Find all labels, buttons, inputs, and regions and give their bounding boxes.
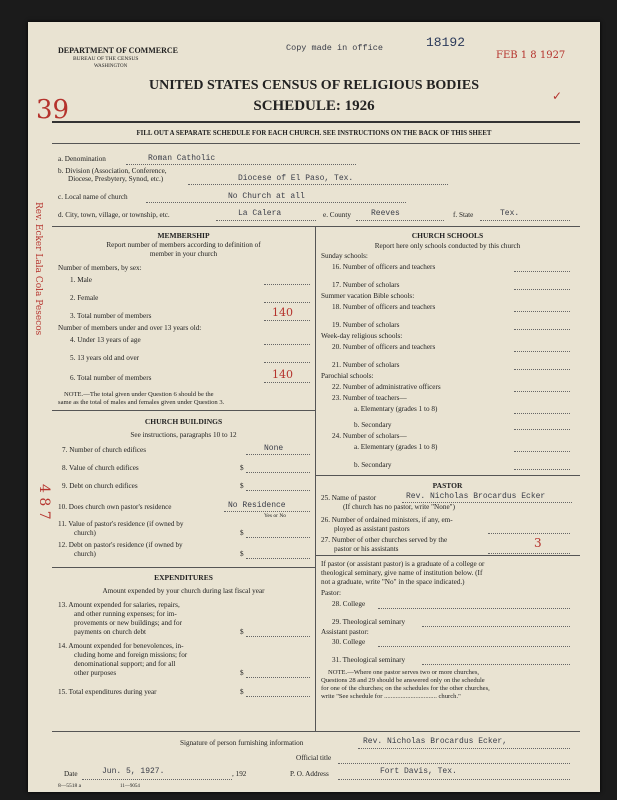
- side-number: 4 8 7: [36, 484, 52, 520]
- official-title-line: [338, 763, 570, 764]
- city-label-field: d. City, town, village, or township, etc.: [58, 211, 170, 219]
- membership-note-1: NOTE.—The total given under Question 6 should be the: [64, 391, 214, 398]
- q22-label: 22. Number of administrative officers: [332, 383, 441, 391]
- date-value: Jun. 5, 1927.: [102, 767, 165, 776]
- yes-no-hint: Yes or No: [264, 513, 287, 519]
- county-line: [356, 220, 444, 221]
- q11-label-1: 11. Value of pastor's residence (if owned by: [58, 520, 184, 528]
- date-year: , 192: [232, 770, 247, 778]
- batch-number: 39: [36, 95, 70, 125]
- q9-dollar: $: [240, 482, 244, 490]
- q4-label: 4. Under 13 years of age: [70, 336, 141, 344]
- membership-rule: [52, 410, 315, 411]
- membership-sub1: Report number of members according to definition of: [106, 241, 261, 249]
- q27-line: [488, 553, 570, 554]
- q19-label: 19. Number of scholars: [332, 321, 400, 329]
- q13-label-2: and other running expenses; for im-: [74, 610, 177, 618]
- city-value: La Calera: [238, 209, 282, 218]
- q14-label-2: cluding home and foreign missions; for: [74, 651, 188, 659]
- date-line: [82, 779, 232, 780]
- q19-line: [514, 329, 570, 330]
- city-line: [216, 220, 316, 221]
- q28-line: [378, 608, 570, 609]
- division-value: Diocese of El Paso, Tex.: [238, 174, 354, 183]
- buildings-rule: [52, 567, 315, 568]
- division-line: [188, 184, 448, 185]
- q29-line: [422, 626, 570, 627]
- q15-line: [246, 696, 310, 697]
- q14-dollar: $: [240, 669, 244, 677]
- po-address-line: [338, 779, 570, 780]
- weekday-label: Week-day religious schools:: [321, 332, 403, 340]
- by-sex-label: Number of members, by sex:: [58, 264, 142, 272]
- pastor-note-1: NOTE.—Where one pastor serves two or more churches,: [328, 669, 480, 676]
- q7-value: None: [264, 444, 284, 453]
- q20-label: 20. Number of officers and teachers: [332, 343, 436, 351]
- q31-label: 31. Theological seminary: [332, 656, 406, 664]
- instructions: FILL OUT A SEPARATE SCHEDULE FOR EACH CHURCH. SEE INSTRUCTIONS ON THE BACK OF THIS SHEET: [136, 130, 492, 137]
- age-label: Number of members under and over 13 years old:: [58, 324, 202, 332]
- state-line: [480, 220, 570, 221]
- q24a-label: a. Elementary (grades 1 to 8): [354, 443, 438, 451]
- q14-label-4: other purposes: [74, 669, 117, 677]
- q23a-line: [514, 413, 570, 414]
- division-label-2: Diocese, Presbytery, Synod, etc.): [68, 175, 164, 183]
- q22-line: [514, 391, 570, 392]
- q13-label-1: 13. Amount expended for salaries, repairs,: [58, 601, 180, 609]
- q27-label-2: pastor or his assistants: [334, 545, 399, 553]
- q27-value: 3: [534, 536, 542, 550]
- city-label: WASHINGTON: [94, 64, 128, 69]
- graduate-note-3: not a graduate, write "No" in the space indicated.): [321, 578, 465, 586]
- q8-line: [246, 472, 310, 473]
- schools-title: CHURCH SCHOOLS: [411, 231, 484, 240]
- q8-dollar: $: [240, 464, 244, 472]
- q23b-line: [514, 429, 570, 430]
- state-value: Tex.: [500, 209, 520, 218]
- q6-value: 140: [272, 368, 293, 381]
- q25-note: (If church has no pastor, write "None"): [343, 503, 455, 511]
- sunday-label: Sunday schools:: [321, 252, 368, 260]
- local-name-label: c. Local name of church: [58, 193, 128, 201]
- pastor-note-4: write "See schedule for ................................ church.": [321, 693, 461, 700]
- q16-label: 16. Number of officers and teachers: [332, 263, 436, 271]
- q12-dollar: $: [240, 550, 244, 558]
- q2-label: 2. Female: [70, 294, 99, 302]
- q14-label-3: denominational support; and for all: [74, 660, 176, 668]
- q21-line: [514, 369, 570, 370]
- q25-label: 25. Name of pastor: [321, 494, 377, 502]
- q13-dollar: $: [240, 628, 244, 636]
- q14-label-1: 14. Amount expended for benevolences, in-: [58, 642, 184, 650]
- membership-note-2: same as the total of males and females given under Question 3.: [58, 399, 225, 406]
- census-schedule-sheet: [28, 22, 600, 792]
- q6-label: 6. Total number of members: [70, 374, 152, 382]
- q10-label: 10. Does church own pastor's residence: [58, 503, 172, 511]
- q18-line: [514, 311, 570, 312]
- section-rule-top: [52, 226, 580, 227]
- graduate-note-1: If pastor (or assistant pastor) is a graduate of a college or: [321, 560, 485, 568]
- denomination-value: Roman Catholic: [148, 154, 216, 163]
- q17-label: 17. Number of scholars: [332, 281, 400, 289]
- expenditures-sub: Amount expended by your church during last fiscal year: [102, 587, 265, 595]
- po-address-value: Fort Davis, Tex.: [380, 767, 457, 776]
- q7-line: [246, 454, 310, 455]
- membership-sub2: member in your church: [149, 250, 218, 258]
- summer-label: Summer vacation Bible schools:: [321, 292, 415, 300]
- schools-rule: [315, 475, 580, 476]
- q9-line: [246, 490, 310, 491]
- parochial-label: Parochial schools:: [321, 372, 374, 380]
- q13-label-3: provements or new buildings; and for: [74, 619, 182, 627]
- check-mark: ✓: [552, 89, 563, 103]
- q20-line: [514, 351, 570, 352]
- date-label: Date: [64, 770, 78, 778]
- department-label: DEPARTMENT OF COMMERCE: [58, 46, 179, 55]
- official-title-label: Official title: [296, 754, 332, 762]
- membership-title: MEMBERSHIP: [157, 231, 210, 240]
- signature-value: Rev. Nicholas Brocardus Ecker,: [363, 737, 508, 746]
- q2-line: [264, 302, 310, 303]
- q7-label: 7. Number of church edifices: [62, 446, 147, 454]
- q8-label: 8. Value of church edifices: [62, 464, 139, 472]
- po-address-label: P. O. Address: [290, 770, 329, 778]
- q10-value: No Residence: [228, 501, 286, 510]
- local-name-line: [146, 202, 406, 203]
- expenditures-title: EXPENDITURES: [154, 573, 213, 582]
- q30-label: 30. College: [332, 638, 366, 646]
- q25-value: Rev. Nicholas Brocardus Ecker: [406, 492, 546, 501]
- copy-note: Copy made in office: [286, 43, 383, 53]
- q31-line: [422, 664, 570, 665]
- county-label: e. County: [323, 211, 351, 219]
- assistant-subhead: Assistant pastor:: [321, 628, 369, 636]
- q1-line: [264, 284, 310, 285]
- buildings-title: CHURCH BUILDINGS: [144, 417, 223, 426]
- q23-label: 23. Number of teachers—: [332, 394, 407, 402]
- q24b-label: b. Secondary: [354, 461, 392, 469]
- q28-label: 28. College: [332, 600, 366, 608]
- q4-line: [264, 344, 310, 345]
- q26-label-2: ployed as assistant pastors: [334, 525, 410, 533]
- q13-line: [246, 636, 310, 637]
- q3-line: [264, 320, 310, 321]
- q3-label: 3. Total number of members: [70, 312, 152, 320]
- q30-line: [378, 646, 570, 647]
- q24-label: 24. Number of scholars—: [332, 432, 407, 440]
- form-number-2: 11—9054: [120, 784, 140, 789]
- q26-label-1: 26. Number of ordained ministers, if any, em-: [321, 516, 453, 524]
- q23b-label: b. Secondary: [354, 421, 392, 429]
- q24a-line: [514, 451, 570, 452]
- center-divider: [315, 226, 316, 731]
- q14-line: [246, 677, 310, 678]
- q15-dollar: $: [240, 688, 244, 696]
- q3-value: 140: [272, 306, 293, 319]
- q13-label-4: payments on church debt: [74, 628, 147, 636]
- q11-line: [246, 537, 310, 538]
- q27-label-1: 27. Number of other churches served by the: [321, 536, 448, 544]
- q12-line: [246, 558, 310, 559]
- graduate-note-2: theological seminary, give name of institution below. (If: [321, 569, 483, 577]
- form-number: 8—5518 a: [58, 783, 82, 789]
- pastor-rule: [315, 555, 580, 556]
- q24b-line: [514, 469, 570, 470]
- q5-line: [264, 362, 310, 363]
- q9-label: 9. Debt on church edifices: [62, 482, 138, 490]
- signature-label: Signature of person furnishing information: [180, 739, 304, 747]
- signature-line: [358, 748, 570, 749]
- serial-number: 18192: [426, 35, 466, 50]
- instruction-rule: [52, 143, 580, 144]
- q29-label: 29. Theological seminary: [332, 618, 406, 626]
- pastor-title: PASTOR: [432, 481, 463, 490]
- local-name-value: No Church at all: [228, 192, 305, 201]
- q18-label: 18. Number of officers and teachers: [332, 303, 436, 311]
- q12-label-1: 12. Debt on pastor's residence (if owned by: [58, 541, 183, 549]
- q16-line: [514, 271, 570, 272]
- q26-line: [488, 533, 570, 534]
- q15-label: 15. Total expenditures during year: [58, 688, 157, 696]
- q17-line: [514, 289, 570, 290]
- q1-label: 1. Male: [70, 276, 92, 284]
- section-rule-bottom: [52, 731, 580, 732]
- bureau-label: BUREAU OF THE CENSUS: [73, 56, 139, 62]
- pastor-note-3: for one of the churches; on the schedules for the other churches,: [321, 685, 490, 692]
- pastor-subhead: Pastor:: [321, 589, 341, 597]
- side-note: Rev. Ecker Lala Cola Pesecos: [33, 202, 43, 336]
- state-label: f. State: [453, 211, 474, 219]
- denomination-line: [126, 164, 356, 165]
- received-stamp: FEB 1 8 1927: [496, 50, 566, 61]
- q5-label: 5. 13 years old and over: [70, 354, 140, 362]
- pastor-note-2: Questions 28 and 29 should be answered only on the schedule: [321, 677, 485, 684]
- q6-line: [264, 382, 310, 383]
- header-rule: [52, 121, 580, 123]
- q11-dollar: $: [240, 529, 244, 537]
- q12-label-2: church): [74, 550, 96, 558]
- county-value: Reeves: [371, 209, 400, 218]
- buildings-sub: See instructions, paragraphs 10 to 12: [130, 431, 237, 439]
- q11-label-2: church): [74, 529, 96, 537]
- division-label-1: b. Division (Association, Conference,: [58, 167, 167, 175]
- form-title: UNITED STATES CENSUS OF RELIGIOUS BODIES: [148, 78, 479, 93]
- form-subtitle: SCHEDULE: 1926: [253, 98, 375, 114]
- q23a-label: a. Elementary (grades 1 to 8): [354, 405, 438, 413]
- denomination-label: a. Denomination: [58, 155, 106, 163]
- schools-sub: Report here only schools conducted by this church: [374, 242, 521, 250]
- q21-label: 21. Number of scholars: [332, 361, 400, 369]
